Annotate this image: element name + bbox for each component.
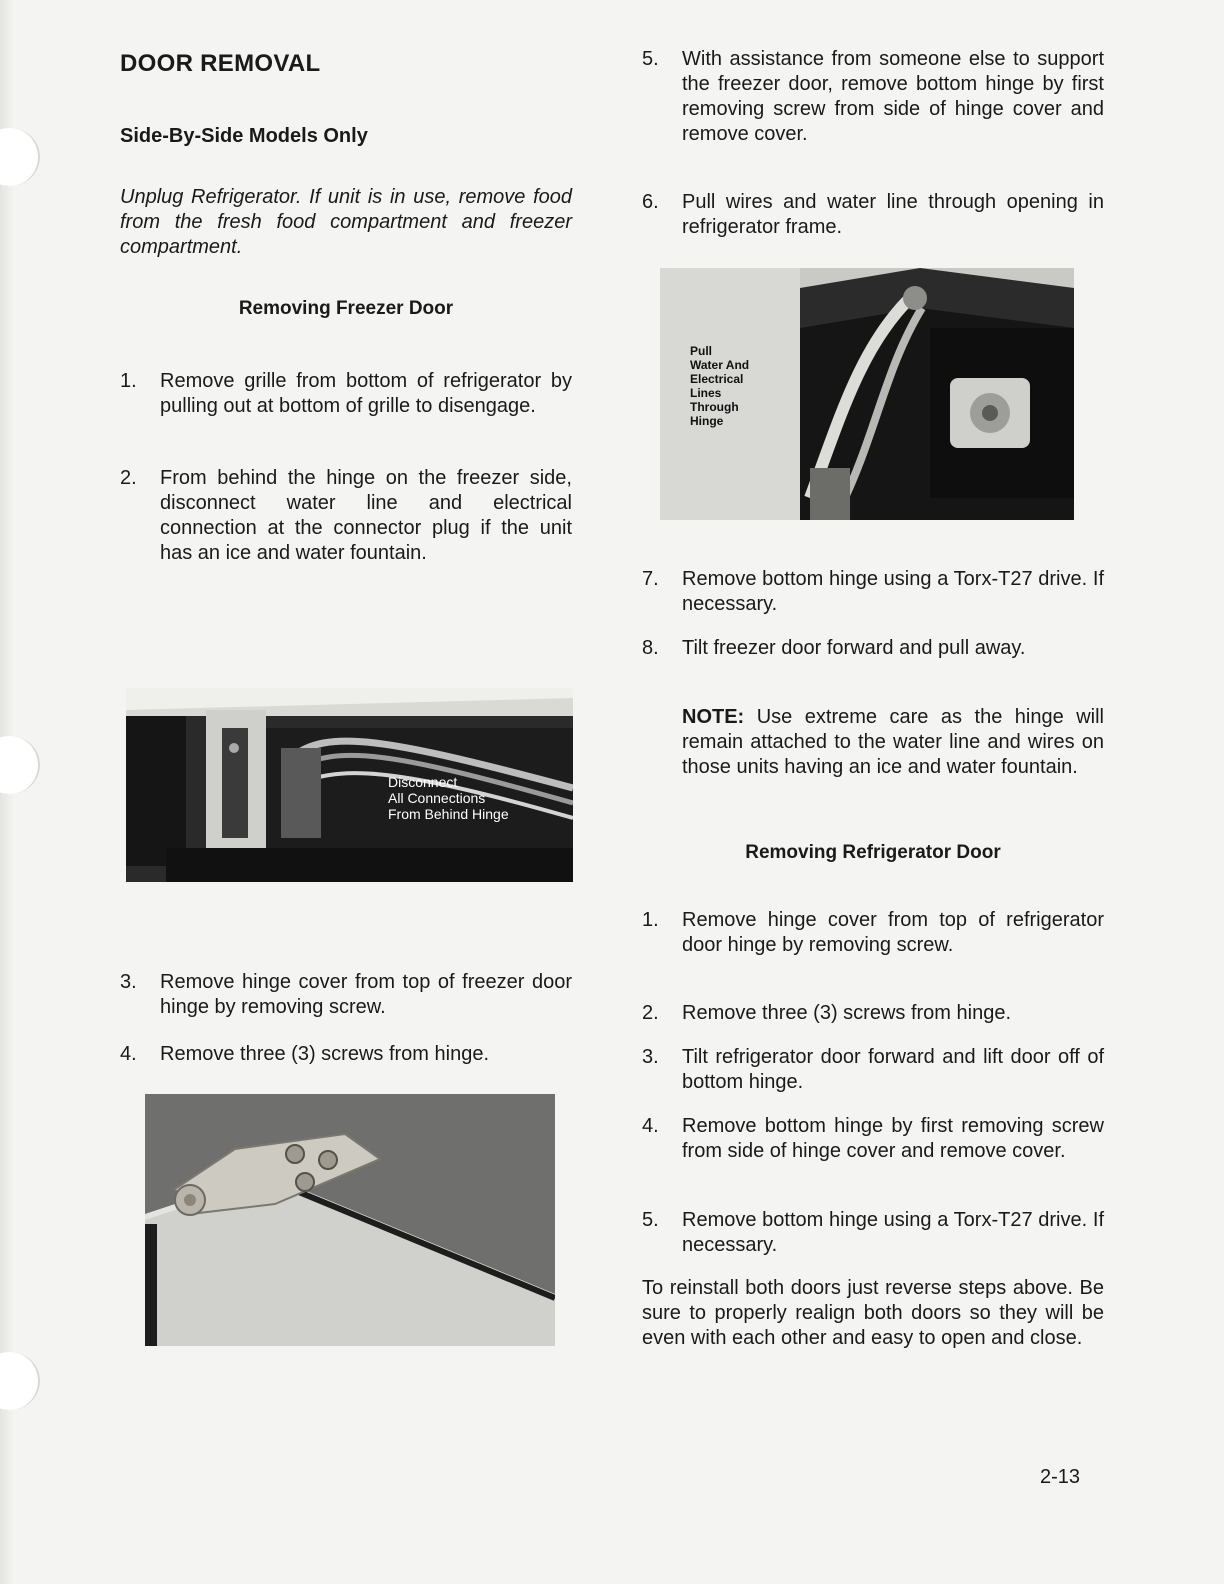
step-text: Remove three (3) screws from hinge. xyxy=(682,1002,1012,1024)
refrigerator-step xyxy=(642,908,1104,958)
step-number: 8. xyxy=(642,637,659,659)
freezer-step xyxy=(642,190,1104,240)
step-number: 7. xyxy=(642,568,659,590)
freezer-step xyxy=(120,369,572,419)
page-title: DOOR REMOVAL xyxy=(120,50,321,77)
step-text: Tilt refrigerator door forward and lift door off of bottom hinge. xyxy=(682,1046,1104,1093)
step-number: 6. xyxy=(642,191,659,213)
refrigerator-step xyxy=(642,1208,1104,1258)
photo-pull-lines xyxy=(660,268,1074,520)
intro-paragraph: Unplug Refrigerator. If unit is in use, remove food from the fresh food compartment and freezer compartment. xyxy=(120,186,572,258)
note-paragraph xyxy=(682,705,1104,780)
freezer-step xyxy=(120,466,572,566)
binder-hole xyxy=(0,736,40,794)
step-number: 4. xyxy=(120,1043,137,1065)
refrigerator-step xyxy=(642,1001,1104,1026)
freezer-step xyxy=(642,636,1104,661)
step-number: 1. xyxy=(120,370,137,392)
note-text: Use extreme care as the hinge will remain attached to the water line and wires on those units having an ice and water fountain. xyxy=(682,706,1104,778)
freezer-step xyxy=(120,1042,572,1067)
step-text: Remove hinge cover from top of freezer door hinge by removing screw. xyxy=(160,971,572,1018)
step-text: Remove three (3) screws from hinge. xyxy=(160,1043,490,1065)
step-text: Tilt freezer door forward and pull away. xyxy=(682,637,1026,659)
refrigerator-step xyxy=(642,1114,1104,1164)
step-number: 3. xyxy=(642,1046,659,1068)
freezer-step xyxy=(642,567,1104,617)
step-number: 4. xyxy=(642,1115,659,1137)
step-text: From behind the hinge on the freezer side, disconnect water line and electrical connection at the connector plug if the unit has an ice and water fountain. xyxy=(160,467,572,564)
freezer-step xyxy=(642,47,1104,147)
step-text: With assistance from someone else to support the freezer door, remove bottom hinge by first removing screw from side of hinge cover and remove cover. xyxy=(682,48,1104,145)
step-text: Pull wires and water line through opening in refrigerator frame. xyxy=(682,191,1104,238)
refrigerator-step xyxy=(642,1045,1104,1095)
step-text: Remove grille from bottom of refrigerator by pulling out at bottom of grille to disengage. xyxy=(160,370,572,417)
section-subtitle: Side-By-Side Models Only xyxy=(120,125,368,147)
binder-hole xyxy=(0,128,40,186)
freezer-heading: Removing Freezer Door xyxy=(238,298,454,319)
step-text: Remove bottom hinge using a Torx-T27 drive. If necessary. xyxy=(682,1209,1104,1256)
freezer-step xyxy=(120,970,572,1020)
photo-top-hinge xyxy=(145,1094,555,1346)
photo-caption: Disconnect All Connections From Behind Hinge xyxy=(388,774,509,822)
note-label: NOTE: xyxy=(682,706,745,728)
step-text: Remove bottom hinge by first removing screw from side of hinge cover and remove cover. xyxy=(682,1115,1104,1162)
step-number: 2. xyxy=(120,467,137,489)
step-number: 2. xyxy=(642,1002,659,1024)
photo-disconnect-connections xyxy=(126,688,573,882)
closing-paragraph: To reinstall both doors just reverse steps above. Be sure to properly realign both doors so they will be even with each other and easy to open and close. xyxy=(642,1277,1104,1349)
step-number: 5. xyxy=(642,1209,659,1231)
step-number: 5. xyxy=(642,48,659,70)
step-text: Remove bottom hinge using a Torx-T27 drive. If necessary. xyxy=(682,568,1104,615)
refrigerator-heading: Removing Refrigerator Door xyxy=(745,842,1001,863)
step-text: Remove hinge cover from top of refrigerator door hinge by removing screw. xyxy=(682,909,1104,956)
binder-hole xyxy=(0,1352,40,1410)
photo-caption: Pull Water And Electrical Lines Through Hinge xyxy=(690,344,750,428)
step-number: 1. xyxy=(642,909,659,931)
page-number: 2-13 xyxy=(1040,1466,1081,1488)
step-number: 3. xyxy=(120,971,137,993)
